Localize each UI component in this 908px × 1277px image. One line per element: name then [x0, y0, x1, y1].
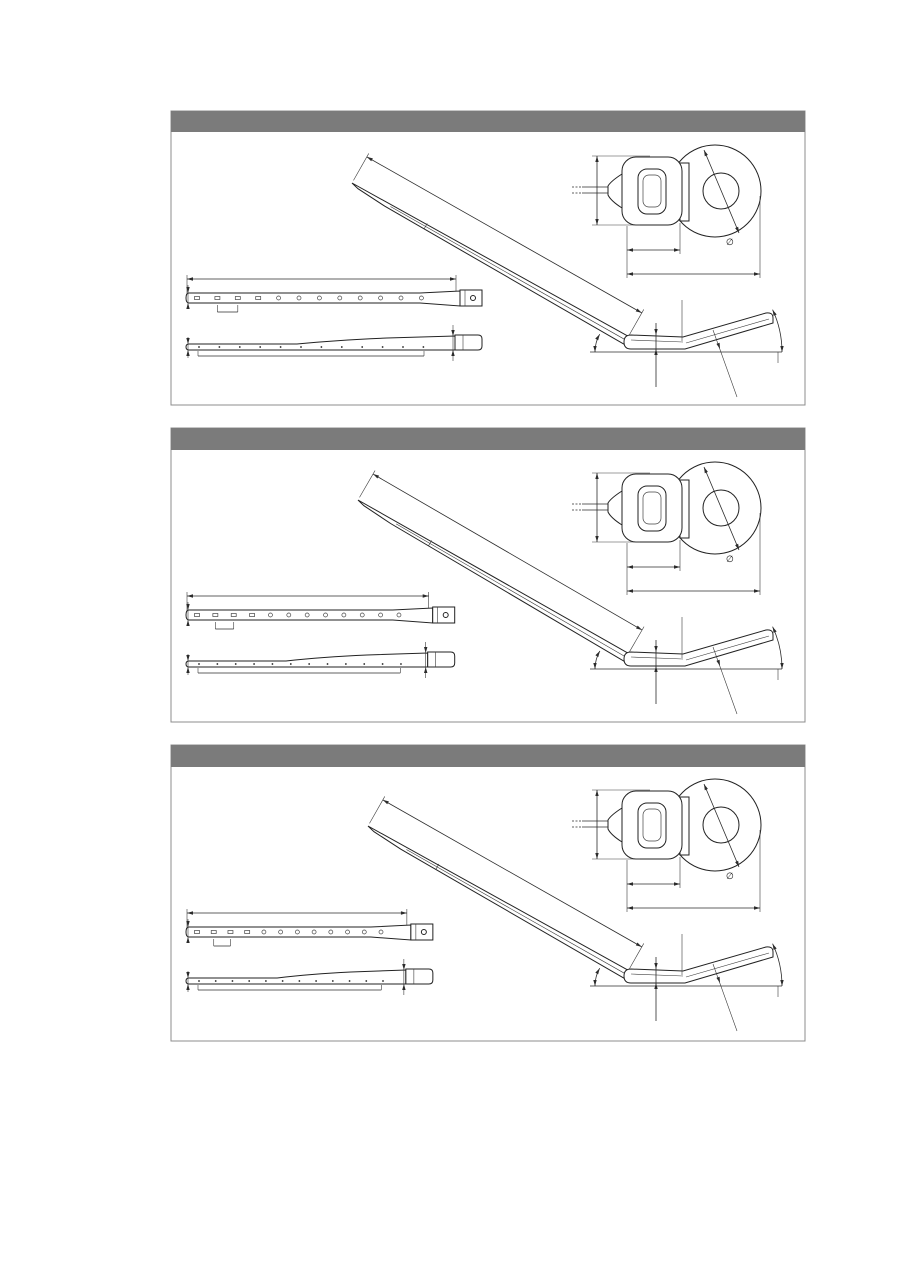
strip-hole-mark: [382, 663, 384, 665]
strip-hole-mark: [282, 980, 284, 982]
strip-hole-mark: [402, 346, 404, 348]
connector-slot-inner: [643, 492, 661, 524]
diameter-symbol: ∅: [726, 555, 734, 565]
connector-slot-inner: [643, 175, 661, 207]
strip-hole: [379, 930, 383, 934]
strip-hole: [346, 930, 350, 934]
strip-hole-mark: [290, 663, 292, 665]
strip-slot: [245, 931, 250, 934]
strip-hole: [317, 296, 321, 300]
strip-hole-mark: [248, 980, 250, 982]
strip-hole-mark: [253, 663, 255, 665]
strip-hole-mark: [321, 346, 323, 348]
strip-hole: [397, 613, 401, 617]
strip-slot: [195, 931, 200, 934]
panel-3: [171, 745, 805, 1041]
strip-hole: [262, 930, 266, 934]
strip-hole-mark: [365, 980, 367, 982]
strip-hole-mark: [280, 346, 282, 348]
strip-hole: [268, 613, 272, 617]
strip-hole-mark: [265, 980, 267, 982]
strip-hole: [287, 613, 291, 617]
strip-hole-mark: [232, 980, 234, 982]
strip-hole: [295, 930, 299, 934]
strip-hole-mark: [219, 346, 221, 348]
strip-end-connector: [455, 335, 482, 350]
strip-hole: [312, 930, 316, 934]
strip-hole-mark: [361, 346, 363, 348]
connector-slot-inner: [643, 809, 661, 841]
strip-hole: [297, 296, 301, 300]
strip-hole: [329, 930, 333, 934]
strip-hole-mark: [423, 346, 425, 348]
strip-slot: [195, 614, 200, 617]
strip-hole: [279, 930, 283, 934]
diameter-symbol: ∅: [726, 238, 734, 248]
panel-header-bar: [171, 745, 805, 767]
strip-slot: [235, 297, 240, 300]
connector-hole: [421, 930, 426, 935]
strip-hole: [277, 296, 281, 300]
strip-hole-mark: [239, 346, 241, 348]
strip-hole-mark: [315, 980, 317, 982]
strip-hole: [360, 613, 364, 617]
strip-hole: [305, 613, 309, 617]
strip-hole-mark: [400, 663, 402, 665]
connector-hole: [443, 613, 448, 618]
strip-slot: [250, 614, 255, 617]
strip-hole-mark: [259, 346, 261, 348]
panel-2: [171, 428, 805, 722]
strip-slot: [213, 614, 218, 617]
strip-slot: [256, 297, 261, 300]
strip-hole: [362, 930, 366, 934]
strip-hole-mark: [341, 346, 343, 348]
strip-hole: [338, 296, 342, 300]
strip-hole-mark: [198, 980, 200, 982]
strip-slot: [228, 931, 233, 934]
strip-hole-mark: [345, 663, 347, 665]
strip-hole-mark: [198, 663, 200, 665]
strip-hole-mark: [235, 663, 237, 665]
strip-hole: [324, 613, 328, 617]
strip-hole: [399, 296, 403, 300]
panel-header-bar: [171, 111, 805, 132]
strip-hole-mark: [272, 663, 274, 665]
strip-hole-mark: [382, 346, 384, 348]
strip-hole-mark: [215, 980, 217, 982]
strip-end-connector: [428, 652, 455, 667]
strip-hole: [358, 296, 362, 300]
strip-hole-mark: [216, 663, 218, 665]
strip-slot: [211, 931, 216, 934]
strip-hole: [379, 613, 383, 617]
strip-hole-mark: [327, 663, 329, 665]
strip-slot: [195, 297, 200, 300]
panel-header-bar: [171, 428, 805, 450]
strip-hole-mark: [349, 980, 351, 982]
diameter-symbol: ∅: [726, 872, 734, 882]
strip-hole-mark: [308, 663, 310, 665]
strip-hole-mark: [298, 980, 300, 982]
strip-hole-mark: [300, 346, 302, 348]
panel-1: [171, 111, 805, 405]
strip-slot: [231, 614, 236, 617]
strip-hole: [419, 296, 423, 300]
strip-hole-mark: [332, 980, 334, 982]
strip-hole-mark: [198, 346, 200, 348]
strip-hole-mark: [363, 663, 365, 665]
strip-hole: [379, 296, 383, 300]
strip-slot: [215, 297, 220, 300]
connector-hole: [471, 296, 476, 301]
strip-hole-mark: [382, 980, 384, 982]
strip-hole: [342, 613, 346, 617]
strip-end-connector: [406, 969, 433, 984]
